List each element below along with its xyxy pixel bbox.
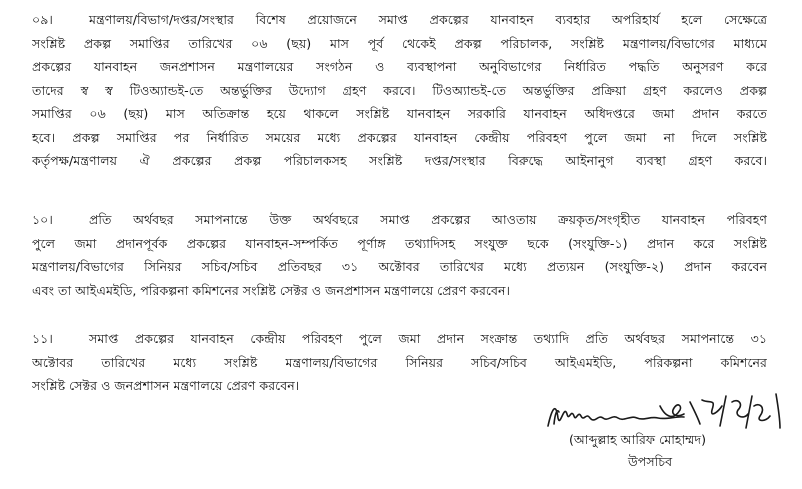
paragraph-number: ০৯। (32, 12, 53, 27)
signatory-name: (আব্দুল্লাহ আরিফ মোহাম্মদ) (569, 432, 707, 447)
paragraph-line: মন্ত্রণালয়/বিভাগের সিনিয়র সচিব/সচিব প্রতিবছর ৩১ অক্টোবর তারিখের মধ্যে প্রত্যয়ন (সংযুক্তি-২) প্রদান করবেন (32, 259, 767, 274)
paragraph-number: ১০। (32, 212, 53, 227)
paragraph-line: পুলে জমা প্রদানপূর্বক প্রকল্পের যানবাহন-সম্পর্কিত পূর্ণাঙ্গ তথ্যাদিসহ সংযুক্ত ছকে (সংযুক্তি-১) প্রদান করে সংশ্লিষ্ট (32, 235, 767, 251)
paragraph-line: এবং তা আইএমইডি, পরিকল্পনা কমিশনের সংশ্লিষ্ট সেক্টর ও জনপ্রশাসন মন্ত্রণালয়ে প্রেরণ করবেন। (32, 282, 511, 298)
paragraph-11 (32, 327, 767, 398)
paragraph-line: প্রকল্পের যানবাহন জনপ্রশাসন মন্ত্রণালয়ের সংগঠন ও ব্যবস্থাপনা অনুবিভাগের নির্ধারিত পদ্ধতি অনুসরণ করে (32, 59, 767, 74)
paragraph-line: হবে। প্রকল্প সমাপ্তির পর নির্ধারিত সময়ের মধ্যে প্রকল্পের যানবাহন কেন্দ্রীয় পরিবহণ পুলে জমা না দিলে সংশ্লিষ্ট (32, 129, 767, 145)
paragraph-10 (32, 208, 767, 302)
paragraph-line: সংশ্লিষ্ট প্রকল্প সমাপ্তির তারিখের ০৬ (ছয়) মাস পূর্ব থেকেই প্রকল্প পরিচালক, সংশ্লিষ্ট মন্ত্রণালয়/বিভাগের মাধ্যমে (32, 35, 767, 51)
paragraph-line: সংশ্লিষ্ট সেক্টর ও জনপ্রশাসন মন্ত্রণালয়ে প্রেরণ করবেন। (32, 378, 300, 393)
signature-block (540, 388, 802, 488)
paragraph-09 (32, 8, 767, 173)
signatory-title: উপসচিব (628, 454, 673, 469)
paragraph-line: সমাপ্তির ০৬ (ছয়) মাস অতিক্রান্ত হয়ে থাকলে সংশ্লিষ্ট যানবাহন সরকারি যানবাহন অধিদপ্তরে জমা প্রদান করতে (32, 106, 767, 121)
signature-strokes (548, 394, 780, 428)
paragraph-line: অক্টোবর তারিখের মধ্যে সংশ্লিষ্ট মন্ত্রণালয়/বিভাগের সিনিয়র সচিব/সচিব আইএমইডি, পরিকল্পনা কমিশনের (32, 354, 767, 370)
paragraph-line: ১০। প্রতি অর্থবছর সমাপনান্তে উক্ত অর্থবছরে সমাপ্ত প্রকল্পের আওতায় ক্রয়কৃত/সংগৃহীত যানবাহন পরিবহণ (32, 208, 767, 232)
handwritten-signature (540, 388, 802, 436)
paragraph-line: কর্তৃপক্ষ/মন্ত্রণালয় ঐ প্রকল্পের প্রকল্প পরিচালকসহ সংশ্লিষ্ট দপ্তর/সংস্থার বিরুদ্ধে আইনানুগ ব্যবস্থা গ্রহণ করবে। (32, 153, 767, 168)
paragraph-line: ০৯। মন্ত্রণালয়/বিভাগ/দপ্তর/সংস্থার বিশেষ প্রয়োজনে সমাপ্ত প্রকল্পের যানবাহন ব্যবহার অপরিহার্য হলে সেক্ষেত্রে (32, 8, 767, 32)
paragraph-number: ১১। (32, 331, 53, 346)
paragraph-line: তাদের স্ব স্ব টিওঅ্যান্ডই-তে অন্তর্ভুক্তির উদ্যোগ গ্রহণ করবে। টিওঅ্যান্ডই-তে অন্তর্ভুক্তির প্রক্রিয়া গ্রহণ করলেও প্রকল্প (32, 82, 767, 98)
paragraph-line: ১১। সমাপ্ত প্রকল্পের যানবাহন কেন্দ্রীয় পরিবহণ পুলে জমা প্রদান সংক্রান্ত তথ্যাদি প্রতি অর্থবছর সমাপনান্তে ৩১ (32, 327, 767, 351)
